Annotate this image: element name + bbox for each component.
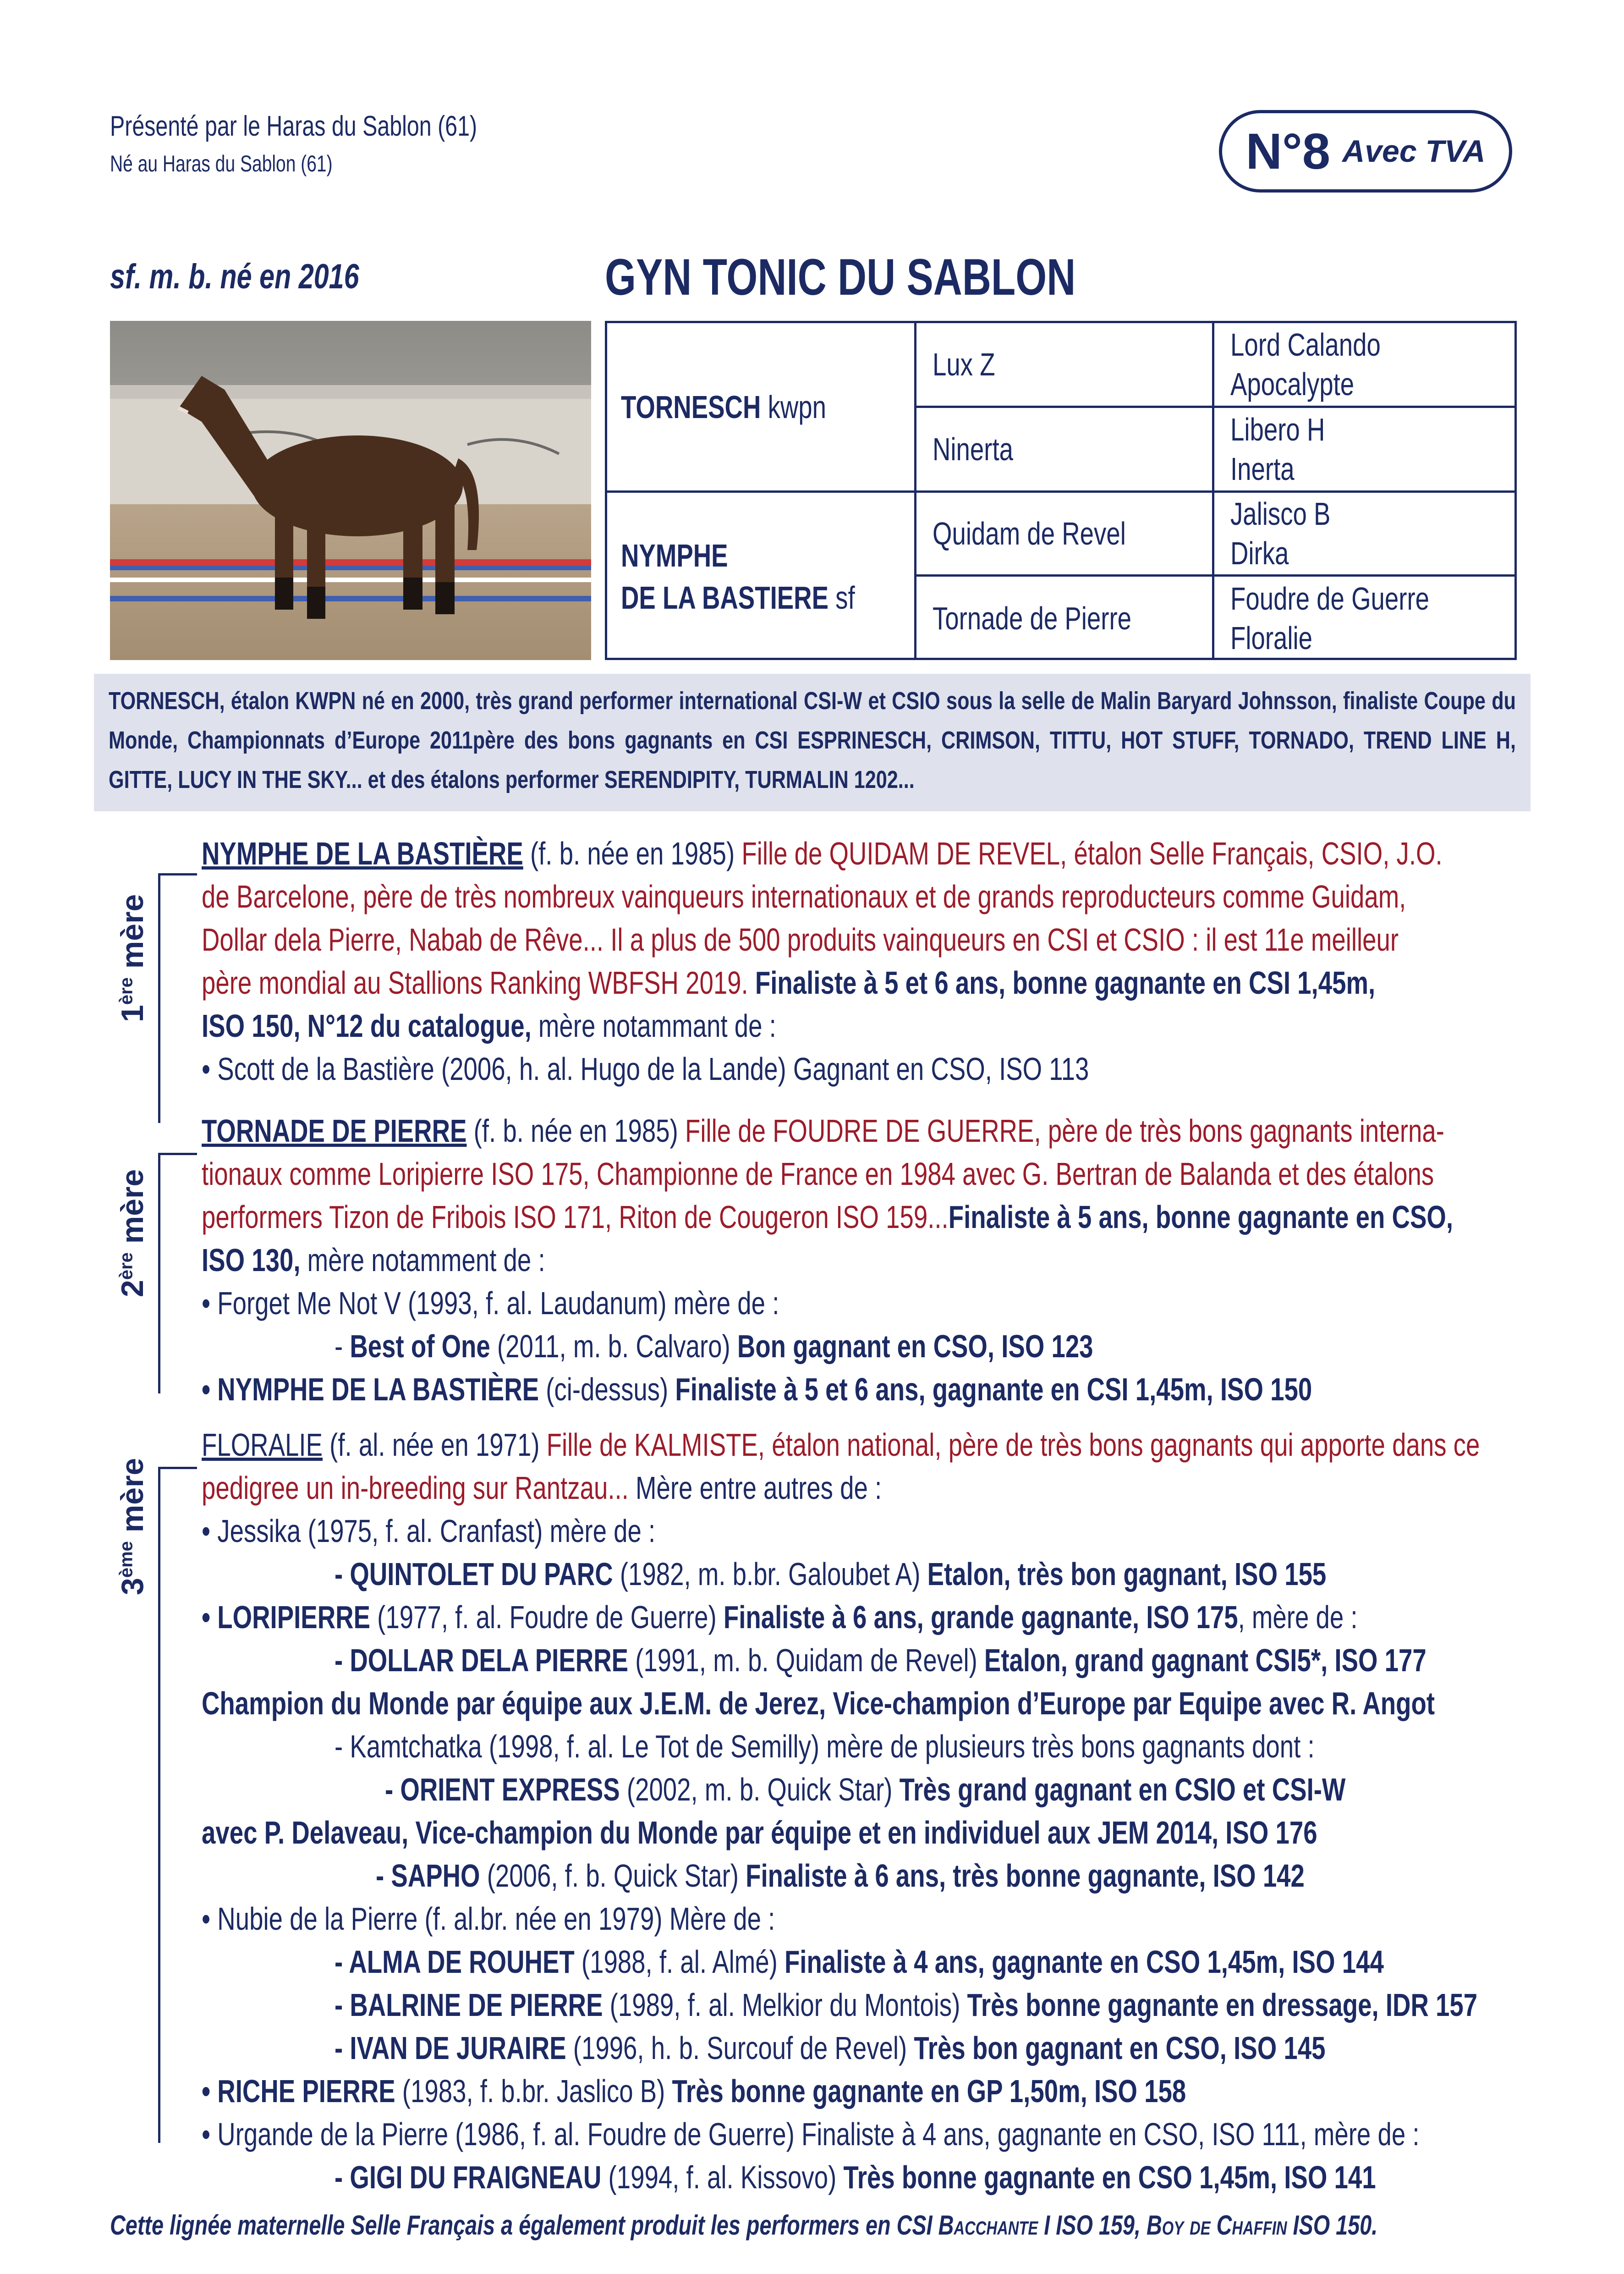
mother3-line-15: - IVAN DE JURAIRE (1996, h. b. Surcouf de Revel) Très bon gagnant en CSO, ISO 145 bbox=[335, 2030, 1326, 2066]
mother3-line-7: Champion du Monde par équipe aux J.E.M. de Jerez, Vice-champion d’Europe par Equipe avec R. Angot bbox=[202, 1685, 1435, 1721]
mother2-line-5: • Forget Me Not V (1993, f. al. Laudanum) mère de : bbox=[202, 1285, 779, 1321]
mother3-line-11: - SAPHO (2006, f. b. Quick Star) Finaliste à 6 ans, très bonne gagnante, ISO 142 bbox=[376, 1858, 1305, 1894]
pedigree-table bbox=[605, 321, 1517, 660]
mother2-line-6: - Best of One (2011, m. b. Calvaro) Bon gagnant en CSO, ISO 123 bbox=[335, 1328, 1093, 1364]
mother3-line-12: • Nubie de la Pierre (f. al.br. née en 1979) Mère de : bbox=[202, 1901, 775, 1937]
mother3-line-3: • Jessika (1975, f. al. Cranfast) mère de : bbox=[202, 1513, 656, 1549]
lot-vat: Avec TVA bbox=[1342, 134, 1486, 169]
mother3-line-17: • Urgande de la Pierre (1986, f. al. Foudre de Guerre) Finaliste à 4 ans, gagnante en CSO, ISO 111, mère de : bbox=[202, 2116, 1420, 2152]
horse-photo-image bbox=[110, 321, 591, 660]
lot-number: N°8 bbox=[1245, 123, 1331, 180]
mother3-line-4: - QUINTOLET DU PARC (1982, m. b.br. Galoubet A) Etalon, très bon gagnant, ISO 155 bbox=[335, 1556, 1327, 1592]
mother3-line-8: - Kamtchatka (1998, f. al. Le Tot de Semilly) mère de plusieurs très bons gagnants dont : bbox=[335, 1729, 1315, 1764]
born-at: Né au Haras du Sablon (61) bbox=[110, 151, 333, 176]
mother1-line-6: • Scott de la Bastière (2006, h. al. Hugo de la Lande) Gagnant en CSO, ISO 113 bbox=[202, 1051, 1089, 1087]
horse-name: GYN TONIC DU SABLON bbox=[605, 248, 1076, 306]
mother2-line-2: tionaux comme Loripierre ISO 175, Championne de France en 1984 avec G. Bertran de Balanda et des étalons bbox=[202, 1156, 1434, 1192]
mother3-line-14: - BALRINE DE PIERRE (1989, f. al. Melkior du Montois) Très bonne gagnante en dressage, IDR 157 bbox=[335, 1987, 1478, 2023]
pedigree-ggp-2: Libero H Inerta bbox=[1230, 412, 1325, 487]
sex-age: sf. m. b. né en 2016 bbox=[110, 257, 359, 296]
mother2-line-1: TORNADE DE PIERRE (f. b. née en 1985) Fille de FOUDRE DE GUERRE, père de très bons gagnants interna- bbox=[202, 1113, 1444, 1149]
pedigree-dam-dam: Tornade de Pierre bbox=[933, 600, 1132, 636]
presented-by: Présenté par le Haras du Sablon (61) bbox=[110, 110, 477, 142]
mother2-line-7: • NYMPHE DE LA BASTIÈRE (ci-dessus) Finaliste à 5 et 6 ans, gagnante en CSI 1,45m, ISO 150 bbox=[202, 1371, 1312, 1407]
mother2-line-3: performers Tizon de Fribois ISO 171, Riton de Cougeron ISO 159...Finaliste à 5 ans, bonne gagnante en CSO, bbox=[202, 1199, 1454, 1235]
pedigree-ggp-3: Jalisco B Dirka bbox=[1230, 496, 1331, 571]
mother3-line-6: - DOLLAR DELA PIERRE (1991, m. b. Quidam de Revel) Etalon, grand gagnant CSI5*, ISO 177 bbox=[335, 1642, 1426, 1678]
mother3-line-16: • RICHE PIERRE (1983, f. b.br. Jaslico B) Très bonne gagnante en GP 1,50m, ISO 158 bbox=[202, 2073, 1186, 2109]
lot-badge bbox=[1219, 110, 1512, 193]
mother2-line-4: ISO 130, mère notamment de : bbox=[202, 1242, 545, 1278]
pedigree-sire-sire: Lux Z bbox=[933, 347, 995, 382]
mother1-line-1: NYMPHE DE LA BASTIÈRE (f. b. née en 1985) Fille de QUIDAM DE REVEL, étalon Selle Français, CSIO, J.O. bbox=[202, 836, 1443, 871]
pedigree-dam: NYMPHE DE LA BASTIERE sf bbox=[621, 537, 855, 616]
mother3-line-5: • LORIPIERRE (1977, f. al. Foudre de Guerre) Finaliste à 6 ans, grande gagnante, ISO 175, mère de : bbox=[202, 1599, 1358, 1635]
footer-note: Cette lignée maternelle Selle Français a également produit les performers en CSI Bacchante I ISO 159, Boy de Chaffin ISO 150. bbox=[110, 2210, 1378, 2241]
mother3-line-1: FLORALIE (f. al. née en 1971) Fille de KALMISTE, étalon national, père de très bons gagnants qui apporte dans ce bbox=[202, 1427, 1480, 1463]
gen-label-1: 1ère mère bbox=[115, 894, 150, 1022]
mother1-line-2: de Barcelone, père de très nombreux vainqueurs internationaux et de grands reproducteurs comme Guidam, bbox=[202, 879, 1406, 914]
mother3-line-2: pedigree un in-breeding sur Rantzau... Mère entre autres de : bbox=[202, 1470, 882, 1506]
mother3-line-18: - GIGI DU FRAIGNEAU (1994, f. al. Kissovo) Très bonne gagnante en CSO 1,45m, ISO 141 bbox=[335, 2159, 1376, 2195]
gen-label-2: 2ère mère bbox=[115, 1169, 150, 1297]
mother1-line-3: Dollar dela Pierre, Nabab de Rêve... Il a plus de 500 produits vainqueurs en CSI et CSIO : il est 11e meilleur bbox=[202, 922, 1399, 958]
pedigree-sire-dam: Ninerta bbox=[933, 431, 1014, 467]
pedigree-ggp-4: Foudre de Guerre Floralie bbox=[1230, 581, 1430, 656]
pedigree-ggp-1: Lord Calando Apocalypte bbox=[1230, 327, 1381, 402]
mother3-line-9: - ORIENT EXPRESS (2002, m. b. Quick Star) Très grand gagnant en CSIO et CSI-W bbox=[385, 1772, 1346, 1807]
horse-photo bbox=[110, 321, 591, 660]
gen-label-3: 3ème mère bbox=[115, 1458, 150, 1595]
pedigree-dam-sire: Quidam de Revel bbox=[933, 516, 1126, 551]
mother3-line-10: avec P. Delaveau, Vice-champion du Monde par équipe et en individuel aux JEM 2014, ISO 176 bbox=[202, 1815, 1317, 1850]
sire-description: TORNESCH, étalon KWPN né en 2000, très grand performer international CSI-W et CSIO sous la selle de Malin Baryard Johnsson, finaliste Coupe du Monde, Championnats d’Europe 2011père des bons gagnants en CSI ESPRINESCH, CRIMSON, TITTU, HOT STUFF, TORNADO, TREND LINE H, GITTE, LUCY IN THE SKY... et des étalons performer SERENDIPITY, TURMALIN 1202... bbox=[94, 674, 1531, 811]
mother1-line-5: ISO 150, N°12 du catalogue, mère notammant de : bbox=[202, 1008, 776, 1044]
mother3-line-13: - ALMA DE ROUHET (1988, f. al. Almé) Finaliste à 4 ans, gagnante en CSO 1,45m, ISO 144 bbox=[335, 1944, 1384, 1980]
pedigree-sire: TORNESCH kwpn bbox=[621, 389, 827, 425]
mother1-line-4: père mondial au Stallions Ranking WBFSH 2019. Finaliste à 5 et 6 ans, bonne gagnante en CSI 1,45m, bbox=[202, 965, 1376, 1001]
